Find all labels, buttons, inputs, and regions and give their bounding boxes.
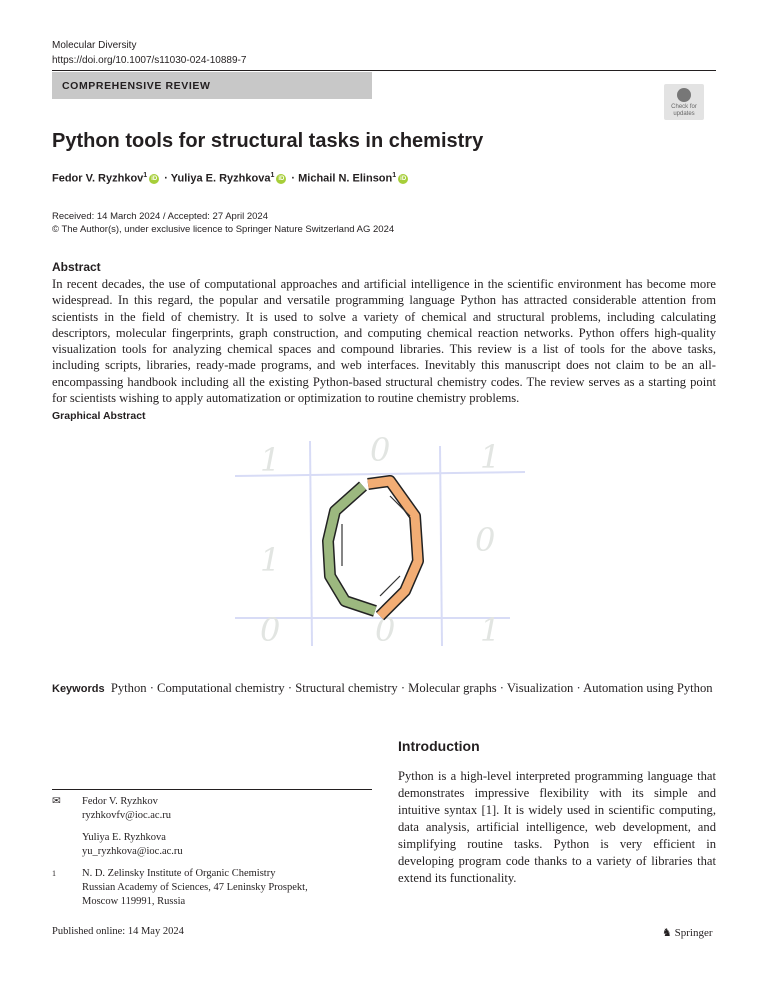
header-rule [52, 70, 716, 71]
orcid-icon[interactable]: iD [151, 175, 158, 182]
affiliation-line: Moscow 119991, Russia [82, 896, 186, 907]
article-type-band: COMPREHENSIVE REVIEW [52, 72, 372, 99]
dates: Received: 14 March 2024 / Accepted: 27 April 2024 [52, 211, 268, 222]
affiliation-line: Russian Academy of Sciences, 47 Leninsky Prospekt, [82, 882, 308, 893]
footnote-rule [52, 789, 372, 790]
dates-block [52, 210, 394, 236]
ga-digit: 1 [260, 441, 281, 479]
ga-digit: 1 [480, 438, 501, 476]
author[interactable]: Michail N. Elinson [298, 172, 393, 185]
corr-name: Fedor V. Ryzhkov [82, 796, 158, 807]
published-date: Published online: 14 May 2024 [52, 926, 184, 937]
author[interactable]: Fedor V. Ryzhkov [52, 172, 144, 185]
footnotes [52, 795, 372, 917]
keywords-text: Python · Computational chemistry · Structural chemistry · Molecular graphs · Visualization · Automation using Python [110, 681, 713, 695]
abstract-text: In recent decades, the use of computational approaches and artificial intelligence in the scientific environment has become more widespread. In this regard, the popular and versatile programming language Python has attracted considerable attention from scientists in the field of chemistry. It is used to solve a variety of chemical and structural problems, including calculating descriptors, molecular fingerprints, graph construction, and computing chemical reaction networks. Python offers high-quality visualization tools for analyzing chemical spaces and compound libraries. This review is a list of tools for the above tasks, including scripts, libraries, ready-made programs, and web interfaces. Inevitably this manuscript does not claim to be an all-encompassing handbook including all the existing Python-based structural chemistry codes. The review serves as a starting point for scientists wishing to apply automatization or optimization to routine chemistry problems. [52, 277, 716, 406]
ga-digit: 0 [475, 521, 496, 559]
bookmark-icon [677, 88, 691, 102]
ga-digit: 1 [260, 541, 281, 579]
check-label: Check for [671, 104, 697, 110]
aff-mark: 1 [52, 869, 56, 878]
check-for-updates-button[interactable] [664, 84, 704, 120]
introduction-text: Python is a high-level interpreted programming language that demonstrates impressive flexibility with its simple and intuitive syntax [1]. It is widely used in scientific computing, data analysis, artificial intelligence, web development, and simplifying routine tasks. Python is very efficient in developing program code thanks to a variety of libraries that extend its functionality. [398, 769, 716, 885]
copyright: © The Author(s), under exclusive licence to Springer Nature Switzerland AG 2024 [52, 224, 395, 235]
corr-email[interactable]: yu_ryzhkova@ioc.ac.ru [82, 846, 183, 857]
orcid-icon[interactable]: iD [278, 175, 285, 182]
introduction-heading: Introduction [398, 738, 480, 754]
corr-name: Yuliya E. Ryzhkova [82, 832, 166, 843]
journal-info [52, 38, 246, 68]
ga-digit: 0 [370, 436, 391, 469]
envelope-icon: ✉ [52, 796, 61, 807]
separator: · [161, 172, 171, 185]
springer-logo [662, 926, 713, 939]
abstract-heading: Abstract [52, 260, 101, 274]
journal-name: Molecular Diversity [52, 40, 137, 51]
graphical-abstract-image [230, 436, 530, 656]
affiliation-line: N. D. Zelinsky Institute of Organic Chemistry [82, 868, 276, 879]
corr-email[interactable]: ryzhkovfv@ioc.ac.ru [82, 810, 171, 821]
ga-digit: 1 [480, 611, 501, 649]
author[interactable]: Yuliya E. Ryzhkova [170, 172, 271, 185]
separator: · [288, 172, 299, 185]
horse-icon: ♞ [662, 927, 672, 939]
orcid-icon[interactable]: iD [400, 175, 407, 182]
check-label: updates [673, 111, 695, 117]
paper-title: Python tools for structural tasks in chemistry [52, 130, 484, 152]
ga-digit: 0 [260, 611, 281, 649]
aff-mark: 1 [143, 172, 148, 179]
keywords [52, 680, 716, 697]
keywords-label: Keywords [52, 683, 105, 695]
doi-link[interactable]: https://doi.org/10.1007/s11030-024-10889-7 [52, 55, 247, 66]
publisher-name: Springer [674, 927, 713, 939]
aff-mark: 1 [270, 172, 275, 179]
graphical-abstract-heading: Graphical Abstract [52, 410, 146, 422]
aff-mark: 1 [392, 172, 397, 179]
author-list [52, 172, 410, 185]
ga-digit: 0 [375, 611, 396, 649]
